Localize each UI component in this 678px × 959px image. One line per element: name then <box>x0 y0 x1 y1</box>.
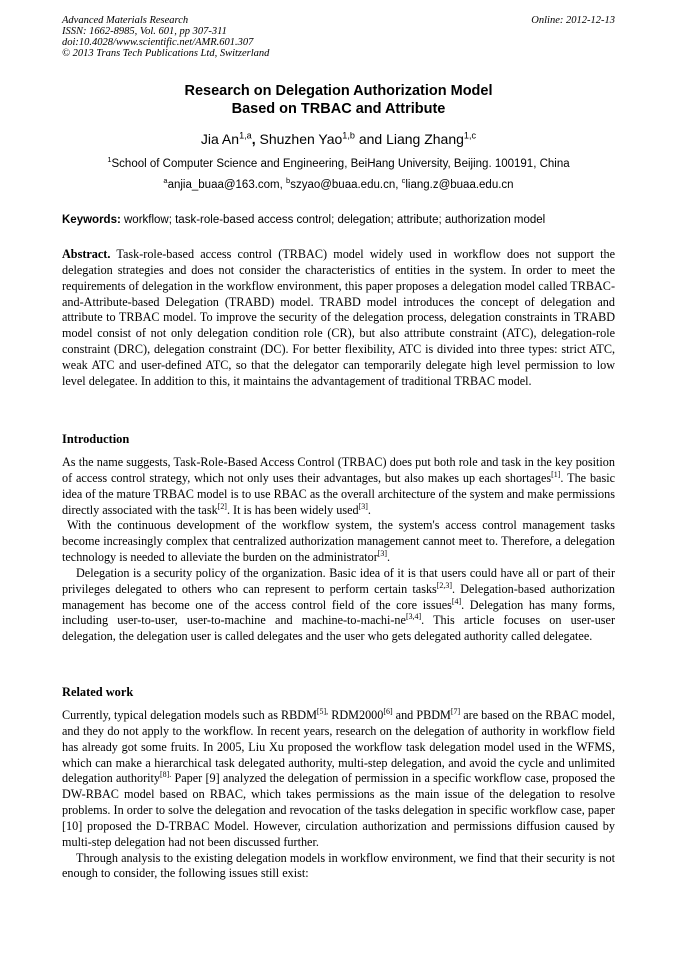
abstract-text: Task-role-based access control (TRBAC) model widely used in workflow does not support the delegation strategies and does not consider the characteristics of entities in the system. In order to meet the requirements of delegation in the workflow environment, this paper proposes a delegation model called TRBAC-and-Attribute-based Delegation (TRABD) model. TRABD model introduces the concept of delegation and attribute to TRBAC model. To improve the security of the delegation process, delegation constraints in TRABD model consist of not only delegation condition role (CR), but also attribute constraint (ATC), delegation-role constraint (DRC), delegation constraint (DC). For better flexibility, ATC is divided into three types: strict ATC, weak ATC and user-defined ATC, so that the delegator can temporarily delegate high level permission to low level delegatee. In addition to this, it maintains the advantagement of traditional TRBAC model. <box>62 247 615 388</box>
citation: [1] <box>551 469 561 479</box>
title-line-1: Research on Delegation Authorization Model <box>184 83 493 99</box>
citation: [3] <box>358 501 368 511</box>
author-emails <box>62 177 615 193</box>
paragraph: Delegation is a security policy of the organization. Basic idea of it is that users could have all or part of their privileges delegated to others who can represent to perform certain tasks[2,3]. Delegation-based authorization management has become one of the access control field of the core issues[4]. Delegation has many forms, including user-to-user, user-to-machine and machine-to-machi-ne[3,4]. This article focuses on user-user delegation, the delegation user is called delegates and the user who gets delegated authority called delegatee. <box>62 565 615 644</box>
related-work-body <box>62 708 615 882</box>
email-a: anjia_buaa@163.com, <box>167 179 287 191</box>
affiliation-mark: 1 <box>107 155 112 165</box>
email-mark-b: b <box>286 176 291 186</box>
citation: [7] <box>450 706 461 716</box>
paragraph: Through analysis to the existing delegation models in workflow environment, we find that their security is not enough to consider, the following issues still exist: <box>62 850 615 881</box>
author-1-name: Jia An <box>200 131 240 147</box>
title-line-2: Based on TRBAC and Attribute <box>231 101 446 117</box>
paragraph: As the name suggests, Task-Role-Based Access Control (TRBAC) does put both role and task in the key position of access control strategy, which not only uses their advantages, but also makes up each shortages[1]. The basic idea of the mature TRBAC model is to use RBAC as the overall architecture of the system and make permissions directly associated with the task[2]. It is has been widely used[3]. <box>62 455 615 517</box>
email-c: liang.z@buaa.edu.cn <box>405 179 514 191</box>
email-b: szyao@buaa.edu.cn, <box>290 179 402 191</box>
author-3-name: Liang Zhang <box>386 131 464 147</box>
online-date: Online: 2012-12-13 <box>531 15 615 26</box>
citation: [3,4] <box>405 612 422 622</box>
journal-header <box>62 15 615 59</box>
citation: [3] <box>377 549 388 558</box>
author-separator: and <box>354 131 387 147</box>
paper-title <box>62 82 615 118</box>
email-mark-a: a <box>163 176 168 186</box>
citation: [8]. <box>160 770 172 780</box>
citation: [2,3] <box>436 580 452 590</box>
paragraph: Currently, typical delegation models such as $RBDM^{[5],}$ RDM2000[6] and PBDM[7] are based on the RBAC model, and they do not apply to the workflow. In recent years, research on the delegation of authority in workflow field has already got some fruits. In 2005, Liu Xu proposed the workflow task delegation model used in the WFMS, which can make a hierarchical task delegated authority, multi-step delegation, and avoid the cycle and unlimited delegation authority$^{[8].}$ Paper [9] analyzed the delegation of permission in a specific workflow case, proposed the DW-RBAC model based on RBAC, which takes permissions as the main issue of the delegation to resolve problems. In order to solve the delegation and revocation of the tasks delegation in specific workflow case, paper [10] proposed the D-TRBAC Model. However, circulation authorization and permissions diffusion caused by multi-step delegation had not been discussed further. <box>62 706 615 849</box>
author-list <box>62 130 615 148</box>
introduction-body <box>62 455 615 645</box>
abstract <box>62 247 615 390</box>
paragraph: With the continuous development of the workflow system, the system's access control management tasks become increasingly complex that centralized authorization management cannot meet to. Therefore, a delegation technology is needed to alleviate the burden on the administrator[3]. <box>62 518 615 565</box>
section-heading-introduction: Introduction <box>62 432 130 446</box>
affiliation <box>62 156 615 172</box>
abstract-label: Abstract. <box>62 247 111 261</box>
citation: [5], <box>316 706 329 716</box>
section-heading-related-work: Related work <box>62 685 134 699</box>
keywords <box>62 212 615 228</box>
author-3-affil-mark: 1,c <box>463 130 477 141</box>
citation: [2] <box>217 501 227 511</box>
issn-line: ISSN: 1662-8985, Vol. 601, pp 307-311 <box>62 26 227 37</box>
journal-name: Advanced Materials Research <box>62 15 189 26</box>
citation: [6] <box>383 706 393 716</box>
copyright-line: © 2013 Trans Tech Publications Ltd, Switzerland <box>62 48 270 59</box>
keywords-text: workflow; task-role-based access control; delegation; attribute; authorization model <box>120 214 546 226</box>
doi-line: doi:10.4028/www.scientific.net/AMR.601.307 <box>62 37 254 48</box>
keywords-label: Keywords: <box>62 214 121 226</box>
author-separator: , <box>251 131 260 147</box>
author-2-name: Shuzhen Yao <box>259 131 343 147</box>
author-1-affil-mark: 1,a <box>239 130 252 141</box>
citation: [4] <box>451 596 462 606</box>
author-2-affil-mark: 1,b <box>342 130 355 141</box>
email-mark-c: c <box>401 176 406 186</box>
affiliation-text: School of Computer Science and Engineering, BeiHang University, Beijing. 100191, China <box>111 158 570 170</box>
